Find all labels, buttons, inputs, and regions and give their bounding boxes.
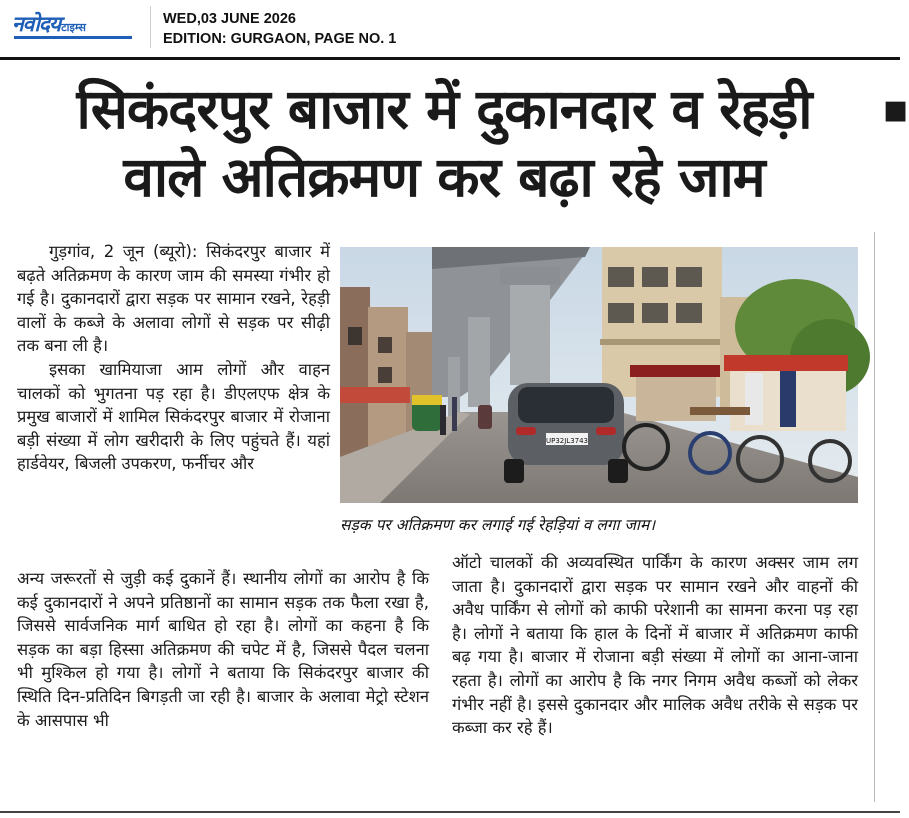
issue-date: WED,03 JUNE 2026 (163, 11, 296, 27)
logo-sub-text: टाइम्स (61, 21, 86, 34)
headline-line-2: वाले अतिक्रमण कर बढ़ा रहे जाम (123, 145, 765, 209)
headline-line-1: सिकंदरपुर बाजार में दुकानदार व रेहड़ी (76, 77, 812, 141)
edition-info (163, 9, 396, 49)
edition-page: EDITION: GURGAON, PAGE NO. 1 (163, 31, 397, 47)
street-scene-illustration (340, 247, 858, 503)
article-headline (18, 75, 870, 211)
paragraph-3: अन्य जरूरतों से जुड़ी कई दुकानें हैं। स्थानीय लोगों का आरोप है कि कई दुकानदारों ने अपने प्रतिष्ठानों का सामान सड़क तक फैला रखा है, जिससे सार्वजनिक मार्ग बाधित हो रहा है। लोगों का कहना है कि सड़क का बड़ा हिस्सा अतिक्रमण की चपेट में है, जिससे पैदल चलना भी मुश्किल हो गया है। लोगों ने बताया कि सिकंदरपुर बाजार की स्थिति दिन-प्रतिदिन बिगड़ती जा रही है। बाजार के अलावा मेट्रो स्टेशन के आसपास भी (17, 569, 429, 730)
masthead (0, 0, 900, 56)
logo-underline (14, 36, 132, 39)
article-column-1-bottom (17, 567, 429, 732)
bottom-rule (0, 811, 900, 813)
top-rule (0, 57, 900, 60)
photo-caption: सड़क पर अतिक्रमण कर लगाई गई रेहड़ियां व लगा जाम। (340, 516, 656, 534)
article-column-2 (452, 551, 858, 740)
header-divider (150, 6, 151, 48)
paragraph-2: इसका खामियाजा आम लोगों और वाहन चालकों को भुगतना पड़ रहा है। डीएलएफ क्षेत्र के प्रमुख बाजारों में शामिल सिकंदरपुर बाजार में रोजाना बड़ी संख्या में लोग खरीदारी के लिए पहुंचते हैं। यहां हार्डवेयर, बिजली उपकरण, फर्नीचर और (17, 359, 330, 474)
license-plate: UP32JL3743 (545, 437, 589, 445)
news-photo (340, 247, 858, 503)
paragraph-1: गुड़गांव, 2 जून (ब्यूरो): सिकंदरपुर बाजार में बढ़ते अतिक्रमण के कारण जाम की समस्या गंभीर हो गई है। दुकानदारों द्वारा सड़क पर सामान रखने, रेहड़ी वालों के कब्जे के अलावा लोगों से सड़क पर सीढ़ी तक बना ली है। (17, 242, 330, 356)
adjacent-headline-fragment: ▪ (882, 86, 909, 132)
article-column-1-top (17, 240, 330, 476)
newspaper-logo[interactable] (12, 10, 86, 38)
paragraph-4: ऑटो चालकों की अव्यवस्थित पार्किंग के कारण अक्सर जाम लग जाता है। दुकानदारों द्वारा सड़क पर सामान रखने और वाहनों की अवैध पार्किंग से लोगों को काफी परेशानी का सामना करना पड़ रहा है। लोगों ने बताया कि हाल के दिनों में बाजार में अतिक्रमण काफी बढ़ गया है। बाजार में रोजाना बड़ी संख्या में लोगों का आना-जाना रहता है। लोगों का आरोप है कि नगर निगम अवैध कब्जों को लेकर गंभीर नहीं है। इससे दुकानदार और मालिक अवैध तरीके से सड़क पर कब्जा कर रहे हैं। (452, 553, 858, 738)
adjacent-article-fragment (880, 60, 909, 810)
logo-main-text: नवोदय (12, 12, 61, 36)
column-divider (874, 232, 875, 802)
